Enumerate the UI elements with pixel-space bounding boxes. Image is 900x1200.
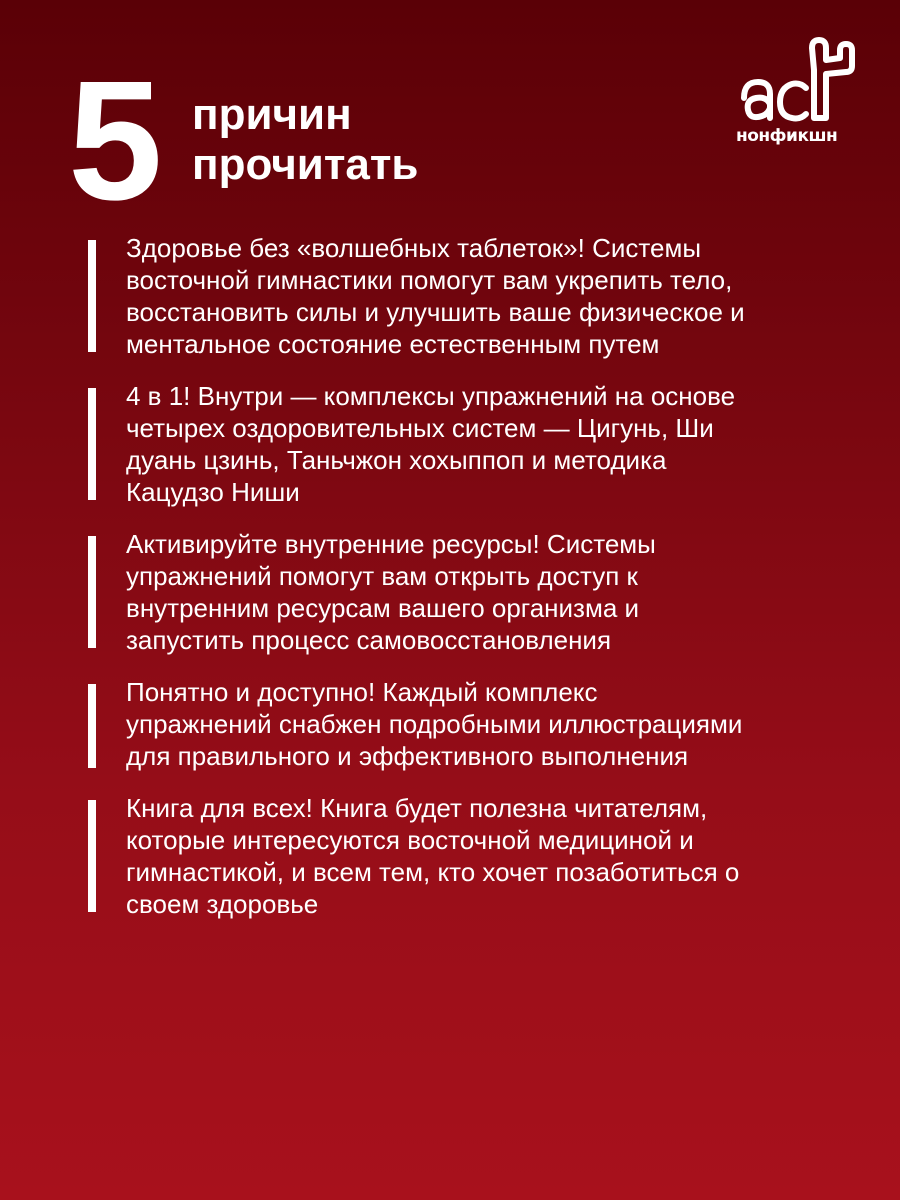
page-header (68, 46, 588, 236)
reason-text: Книга для всех! Книга будет полезна читателям, которые интересуются восточной медициной и гимнастикой, и всем тем, кто хочет позаботиться о своем здоровье (126, 793, 740, 919)
reason-text: 4 в 1! Внутри — комплексы упражнений на основе четырех оздоровительных систем — Цигунь, Ши дуань цзинь, Таньчжон хохыппоп и методика Кацудзо Ниши (126, 381, 736, 507)
reason-text: Понятно и доступно! Каждый комплекс упражнений снабжен подробными иллюстрациями для правильного и эффективного выполнения (126, 677, 743, 771)
page-title (192, 90, 418, 190)
reason-bar (88, 388, 96, 500)
reason-text: Активируйте внутренние ресурсы! Системы упражнений помогут вам открыть доступ к внутренним ресурсам вашего организма и запустить процесс самовосстановления (126, 529, 656, 655)
reason-bar (88, 536, 96, 648)
title-number: 5 (68, 46, 159, 236)
publisher-logo (736, 34, 864, 150)
reason-bar (88, 800, 96, 912)
ast-logo-mark-icon (736, 34, 864, 126)
logo-subtitle: нонфикшн (736, 126, 838, 146)
reason-bar (88, 240, 96, 352)
title-line-2: прочитать (192, 140, 419, 189)
title-line-1: причин (192, 90, 352, 139)
reason-bar (88, 684, 96, 768)
reason-text: Здоровье без «волшебных таблеток»! Системы восточной гимнастики помогут вам укрепить тело, восстановить силы и улучшить ваше физическое и ментальное состояние естественным путем (126, 233, 745, 359)
